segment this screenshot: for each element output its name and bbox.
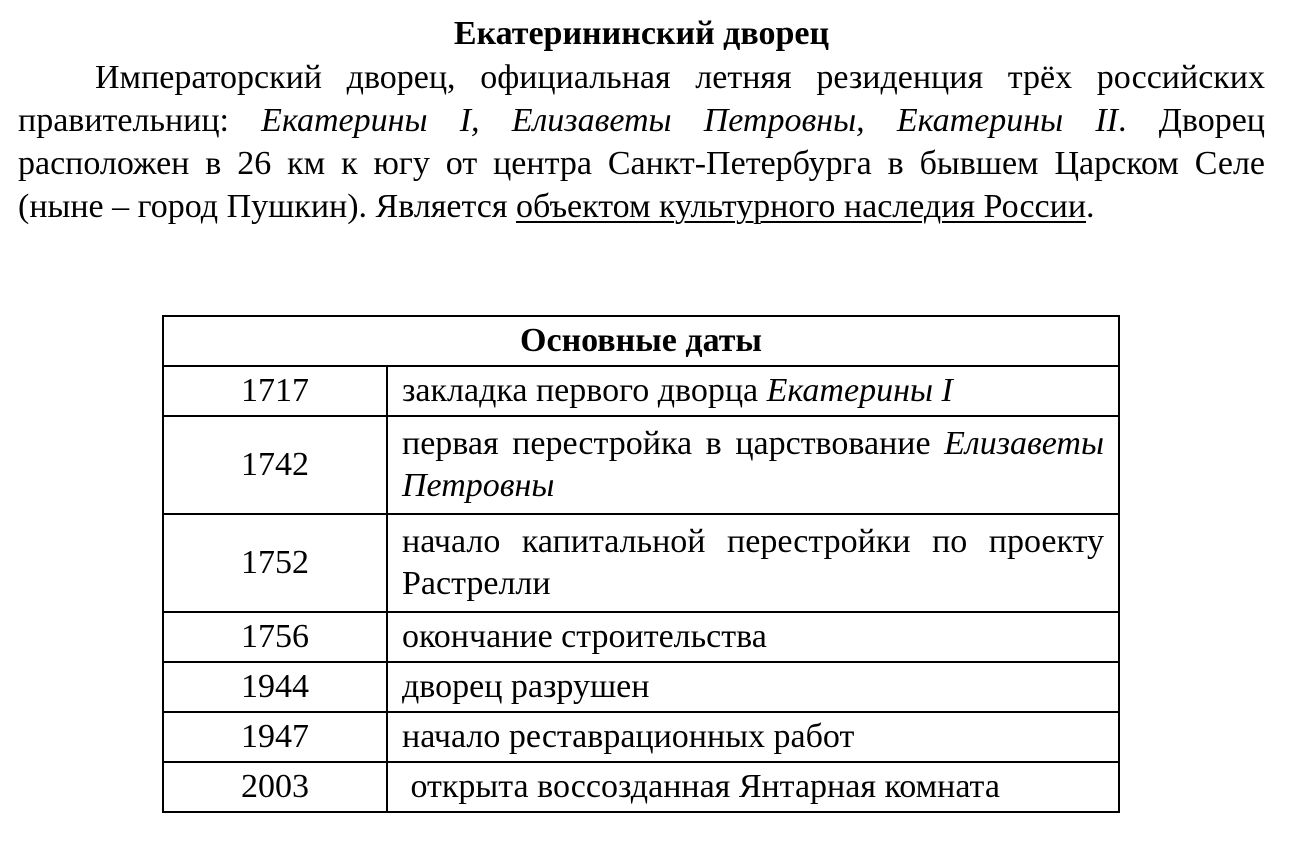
year-cell: 1947 xyxy=(163,712,387,762)
table-row xyxy=(163,366,1119,416)
dates-table xyxy=(162,315,1120,813)
event-text-italic: Екатерины I xyxy=(766,372,953,409)
event-text: дворец разрушен xyxy=(402,668,650,705)
event-cell xyxy=(387,662,1119,712)
table-header-row xyxy=(163,316,1119,366)
event-cell xyxy=(387,416,1119,514)
document-body xyxy=(18,12,1265,228)
intro-text-2: . Дворец расположен в 26 км к югу от центра Санкт-Петербурга в бывшем Царском Селе (ныне – город Пушкин). Является xyxy=(18,102,1265,225)
table-row xyxy=(163,662,1119,712)
event-cell xyxy=(387,514,1119,612)
event-text: начало реставрационных работ xyxy=(402,718,855,755)
page-title: Екатерининский дворец xyxy=(453,15,830,52)
event-text: закладка первого дворца xyxy=(402,372,767,409)
event-text: начало капитальной перестройки по проекту Растрелли xyxy=(402,523,1104,602)
table-row xyxy=(163,612,1119,662)
event-text: открыта воссозданная Янтарная комната xyxy=(402,768,1000,805)
rulers-text: Екатерины I, Елизаветы Петровны, Екатерины II xyxy=(261,102,1119,139)
table-row xyxy=(163,712,1119,762)
event-cell xyxy=(387,762,1119,812)
event-cell xyxy=(387,712,1119,762)
year-cell: 1752 xyxy=(163,514,387,612)
table-row xyxy=(163,416,1119,514)
year-cell: 2003 xyxy=(163,762,387,812)
event-text-italic: Елизаветы Петровны xyxy=(402,425,1104,504)
event-text: окончание строительства xyxy=(402,618,767,655)
table-header: Основные даты xyxy=(163,316,1119,366)
event-text: первая перестройка в царствование xyxy=(402,425,945,462)
table-row xyxy=(163,514,1119,612)
year-cell: 1717 xyxy=(163,366,387,416)
intro-text-1: Императорский дворец, официальная летняя резиденция трёх российских правительниц: xyxy=(18,59,1265,139)
intro-paragraph xyxy=(18,56,1265,228)
year-cell: 1742 xyxy=(163,416,387,514)
year-cell: 1756 xyxy=(163,612,387,662)
heritage-link[interactable]: объектом культурного наследия России xyxy=(516,188,1087,225)
event-cell xyxy=(387,612,1119,662)
year-cell: 1944 xyxy=(163,662,387,712)
intro-text-3: . xyxy=(1086,188,1095,225)
event-cell xyxy=(387,366,1119,416)
table-row xyxy=(163,762,1119,812)
